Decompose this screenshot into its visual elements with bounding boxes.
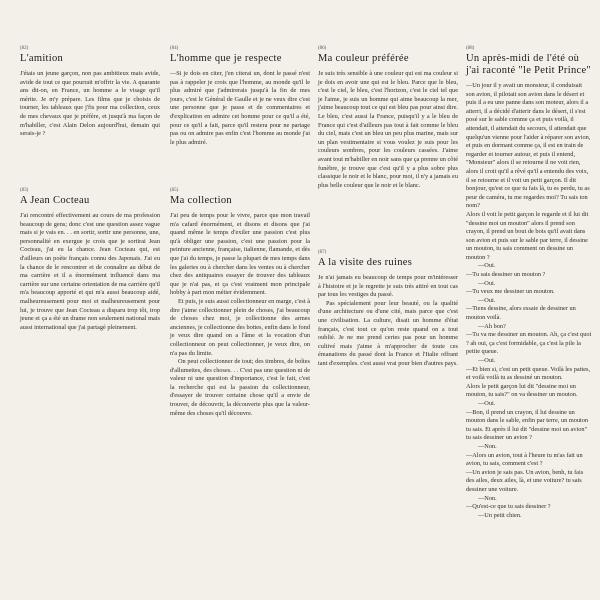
dialogue-line: —Tu sais dessiner un mouton ?: [466, 271, 546, 279]
dialogue-line: —Un petit chien.: [478, 511, 522, 519]
dialogue-line: —Bon, il prend un crayon, il lui dessine un mouton dans le sable, enfin par terre, un mouton tu sais. Et après il lui dit "dessine moi un avion" tu sais dessiner un avion ?: [466, 408, 589, 442]
paragraph: On peut collectionner de tout; des timbres, de boîtes d'allumettes, des choses. . . C'est pas une question ni de valeur ni une question d'importance, c'est le fait, c'est la recherche qui est la passion du collectionneur, d'essayer de trouver certaine chose qu'il a envie de trouver, de découvrir, la découverte plus que la valeur-même des choses qu'il découvre.: [170, 358, 310, 417]
section-body: [170, 212, 310, 418]
dialogue-line: —Oui.: [478, 262, 496, 270]
dialogue-line: —Qu'est-ce que tu sais dessiner ?: [466, 503, 551, 511]
section-number: (82): [20, 46, 29, 51]
paragraph: J'étais un jeune garçon, non pas ambitieux mais avide, avide de tout ce que pourrait m'offrir la vie. A quarante ans dit-on, en France, un homme a le visage qu'il mérite. Je m'y prépare. Les films que je choisis de tourner, les tableaux que j'fis pour ma collection, ceux de mes chevaux que je préfère, et jusqu'à ma façon de m'habiller, c'est Alain Delon aujourd'hui, demain qui serais-je ?: [20, 70, 160, 138]
dialogue-line: —Ah bon?: [478, 322, 506, 330]
dialogue-line: —Non.: [478, 442, 497, 450]
paragraph: Je suis très sensible à une couleur qui est ma couleur si je dois en avoir une qui est le bleu. Parce que le bleu, c'est le ciel, le bleu, c'est l'horizon, c'est le ciel tel que je l'aime, je suis un homme qui aime beaucoup la mer, j'aime beaucoup tout ce qui est bleu pas pour ainsi dire. Le bleu, c'est aussi la France, puisqu'il y a le bleu de France qui c'est d'ailleurs pas tout à fait comme le bleu du ciel, mais c'est un bleu un peu plus marine, mais sur un plan vestimentaire si vous voulez je suis pour les couleurs sombres, pour les couleurs cassées. J'aime avant tout m'habiller en noir sans que ça prenne un côté funèbre, je trouve que c'est qu'il y a plus sobre plus classique le noir et le blanc, pour moi, il n'y a jamais eu plus belle couleur que le noir et le blanc.: [318, 70, 458, 189]
section-ma-collection: [170, 188, 310, 418]
dialogue-line: —Tu va me dessiner un mouton. Ah, ça c'est quoi ? ah oui, ça c'est formidable, ça c'est la pile la petite queue.: [466, 331, 592, 356]
section-body: [170, 70, 310, 147]
dialogue-line: —Non.: [478, 494, 497, 502]
section-number: (84): [170, 46, 179, 51]
section-body: [20, 70, 160, 139]
section-number: (87): [318, 250, 327, 255]
paragraph: —Si je dois en citer, j'en citerai un, dont le passé n'est pas à rappeler je crois que l'homme, au monde qu'il le plus admiré que j'admirerais jusqu'à la fin de mes jours, c'est le Général de Gaulle et je ne veux dire c'est une personne que je passe et de commentaires et d'explication en admire cet homme pour ce qu'il a été, pour ce qu'il a fait, parce qu'il restera pour ne partage pas ou on admire pas enfin c'est l'homme au monde j'ai le plus admiré.: [170, 70, 310, 146]
dialogue-line: —Et bien si, c'est un petit queue. Voilà les pattes, et voilà voilà tu as dessiné un mouton.: [466, 365, 591, 382]
dialogue-line: —Oui.: [478, 296, 496, 304]
section-title: A Jean Cocteau: [20, 195, 90, 206]
section-number: (86): [318, 46, 327, 51]
section-title: L'homme que je respecte: [170, 53, 282, 64]
dialogue-line: —Un jour il y avait un monsieur, il conduisait son avion, il pilotait son avion dans le désert et puis il a eu une panne dans son moteur, alors il a atterri, il a décidé d'atterir dans le désert, il s'est posé sur le sable comme ça et puis voilà, il attendait, il attendait du secours, il attendait que quelqu'un vienne pour l'aider à réparer son avion, et puis en dormant comme ça, il est en train de regarder et tourner autour, et puis il entend, "Monsieur" alors il se retourne il ne voit rien, alors il croit qu'il a rêvé qu'il a entendu des voix, il se retourne et il voit un petit garçon. Il dit bonjour, qu'est ce que tu fais là, tu es perdu, tu as peur de caméra, tu me regardes moi? Tu sais ton nom?: [466, 82, 591, 210]
section-number: (85): [170, 188, 179, 193]
section-body: [20, 212, 160, 332]
paragraph: Je n'ai jamais eu beaucoup de temps pour m'intéresser à l'histoire et je le regrette je suis très attiré en tout cas par tous les vestiges du passé.: [318, 274, 458, 299]
dialogue-line: —Oui.: [478, 279, 496, 287]
section-title: Ma couleur préférée: [318, 53, 409, 64]
section-homme-respecte: [170, 46, 310, 147]
dialogue-line: Alors le petit garçon lui dit "dessine moi un mouton, tu sais?" on va dessiner un mouton.: [466, 382, 578, 399]
section-ambition: [20, 46, 160, 139]
section-body: [318, 274, 458, 369]
section-number: (83): [20, 188, 29, 193]
dialogue-line: —Un avion je sais pas. Un avion, benh, tu fais des ailes, deux ailes, là, et une voiture? tu sais dessiner une voiture.: [466, 468, 584, 493]
section-couleur-preferee: [318, 46, 458, 190]
section-number: (88): [466, 46, 475, 51]
paragraph: Et puis, je suis aussi collectionneur en marge, c'est à dire j'aime collectionner plein de choses, j'ai beaucoup de choses chez moi, je collectionne des armes anciennes, je collectionne des bottes, enfin dans le fond je veux dire quand on a l'âme et la vocation d'un collectionneur on peut collectionner, je veux dire, on n'a pas du limite.: [170, 297, 310, 357]
paragraph: Pas spécialement pour leur beauté, ou la qualité d'une architecture ou d'une cité, mais parce que c'est une civilisation. La culture, disait un homme d'état français, c'est tout ce qu'on reste quand on a tout oublié. Je ne me prend certes pas pour un homme cultivé mais j'aime à m'approcher de toute ces émanations du passé dont la France et l'Italie offrant tant d'exemples. c'est aussi vrai pour bien d'autres pays.: [318, 299, 458, 367]
section-title: Un après-midi de l'été où j'ai raconté "le Petit Prince": [466, 53, 592, 76]
section-title: Ma collection: [170, 195, 232, 206]
dialogue-line: —Tu veux me dessiner un mouton.: [466, 288, 555, 296]
dialogue-line: —Alors un avion, tout à l'heure tu m'as fait un avion, tu sais, comment c'est ?: [466, 451, 583, 468]
dialogue: [466, 82, 592, 520]
section-body: [318, 70, 458, 190]
section-jean-cocteau: [20, 188, 160, 332]
dialogue-line: —Oui.: [478, 399, 496, 407]
paragraph: J'ai peu de temps pour le vivre, parce que mon travail m'a cafard énormément, et disons et disons que j'ai quand même le temps d'exiler une passion c'est plus qu'à obliger une passion, c'est une passion pour la peinture ancienne, française, italienne, flamande, et dès que j'ai du temps, je passe la plupart de mes temps dans les galeries ou à chercher dans les ventes ou à chercher chez des antiquaires essayer de trouver des tableaux que je n'ai pas, et ça c'est vraiment mon principale hobby à part mon métier évidemment.: [170, 212, 310, 297]
section-visite-ruines: [318, 250, 458, 369]
section-petit-prince: [466, 46, 592, 520]
dialogue-line: Alors il voit le petit garçon le regarde et il lui dit "dessine moi un mouton" alors il prend son crayon, il prend un bout de bois qu'il avait dans son avion et puis sur le sable par terre, il dessine un mouton, tu sais comment on dessine un mouton ?: [466, 210, 589, 261]
section-title: A la visite des ruines: [318, 257, 413, 268]
dialogue-line: —Oui.: [478, 357, 496, 364]
dialogue-line: —Tiens dessine, alors essaie de dessiner un mouton voilà.: [466, 305, 576, 322]
section-title: L'amition: [20, 53, 64, 64]
paragraph: J'ai rencontré effectivement au cours de ma profession beaucoup de gens; donc c'est une question assez vague mais si je vais en. . . en sortir, sortir une personne, une, personnalité en exergue je crois que je sortirai Jean Cocteau, j'ai eu la chance. Jean Cocteau qui, est d'ailleurs un poète français connu des Japonais. J'ai eu la chance de le rencontrer et de connaître au début de ma carrière et il a énormément influencé dans ma carrière sur une certaine orientation de ma carrière qu'il m'a beaucoup apporté et qui m'a aussi beaucoup aidé, malheureusement pour moi et malheureusement pour lui, je trouve que Jean Cocteau a disparu trop tôt, trop jeune et ça a été un drame non seulement national mais aussi international que j'ai partagé pleinement.: [20, 212, 160, 331]
